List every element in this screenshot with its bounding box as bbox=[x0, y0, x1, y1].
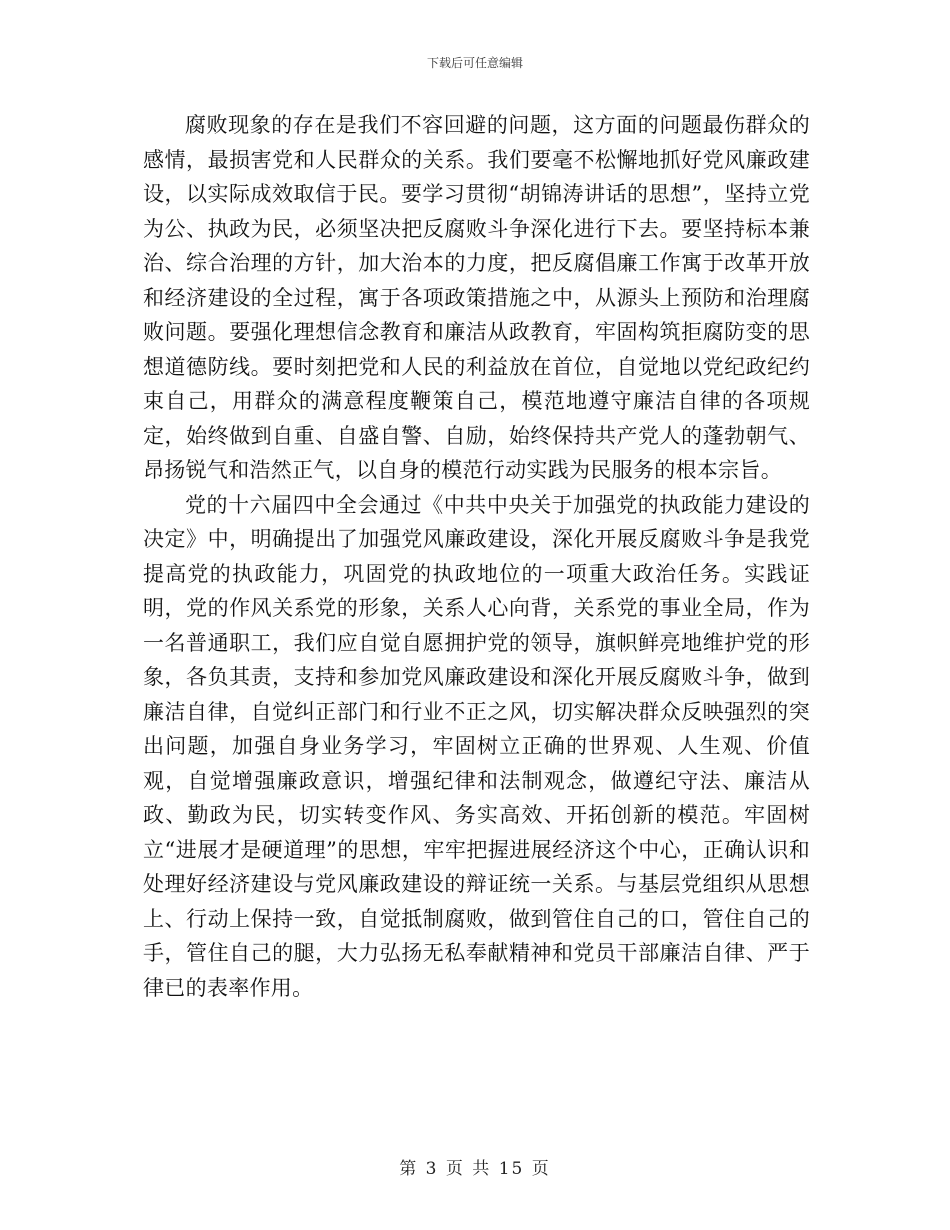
paragraph-2: 党的十六届四中全会通过《中共中央关于加强党的执政能力建设的决定》中，明确提出了加强党风廉政建设，深化开展反腐败斗争是我党提高党的执政能力，巩固党的执政地位的一项重大政治任务。实践证明，党的作风关系党的形象，关系人心向背，关系党的事业全局，作为一名普通职工，我们应自觉自愿拥护党的领导，旗帜鲜亮地维护党的形象，各负其责，支持和参加党风廉政建设和深化开展反腐败斗争，做到廉洁自律，自觉纠正部门和行业不正之风，切实解决群众反映强烈的突出问题，加强自身业务学习，牢固树立正确的世界观、人生观、价值观，自觉增强廉政意识，增强纪律和法制观念，做遵纪守法、廉洁从政、勤政为民，切实转变作风、务实高效、开拓创新的模范。牢固树立“进展才是硬道理”的思想，牢牢把握进展经济这个中心，正确认识和处理好经济建设与党风廉政建设的辩证统一关系。与基层党组织从思想上、行动上保持一致，自觉抵制腐败，做到管住自己的口，管住自己的手，管住自己的腿，大力弘扬无私奉献精神和党员干部廉洁自律、严于律已的表率作用。 bbox=[143, 492, 810, 1000]
page-number-footer: 第 3 页 共 15 页 bbox=[399, 1159, 551, 1179]
paragraph-1: 腐败现象的存在是我们不容回避的问题，这方面的问题最伤群众的感情，最损害党和人民群众的关系。我们要毫不松懈地抓好党风廉政建设，以实际成效取信于民。要学习贯彻“胡锦涛讲话的思想”，坚持立党为公、执政为民，必须坚决把反腐败斗争深化进行下去。要坚持标本兼治、综合治理的方针，加大治本的力度，把反腐倡廉工作寓于改革开放和经济建设的全过程，寓于各项政策措施之中，从源头上预防和治理腐败问题。要强化理想信念教育和廉洁从政教育，牢固构筑拒腐防变的思想道德防线。要时刻把党和人民的利益放在首位，自觉地以党纪政纪约束自己，用群众的满意程度鞭策自己，模范地遵守廉洁自律的各项规定，始终做到自重、自盛自警、自励，始终保持共产党人的蓬勃朝气、昂扬锐气和浩然正气，以自身的模范行动实践为民服务的根本宗旨。 bbox=[143, 113, 810, 482]
page-header: 下载后可任意编辑 bbox=[426, 56, 523, 70]
document-body bbox=[143, 108, 810, 1005]
